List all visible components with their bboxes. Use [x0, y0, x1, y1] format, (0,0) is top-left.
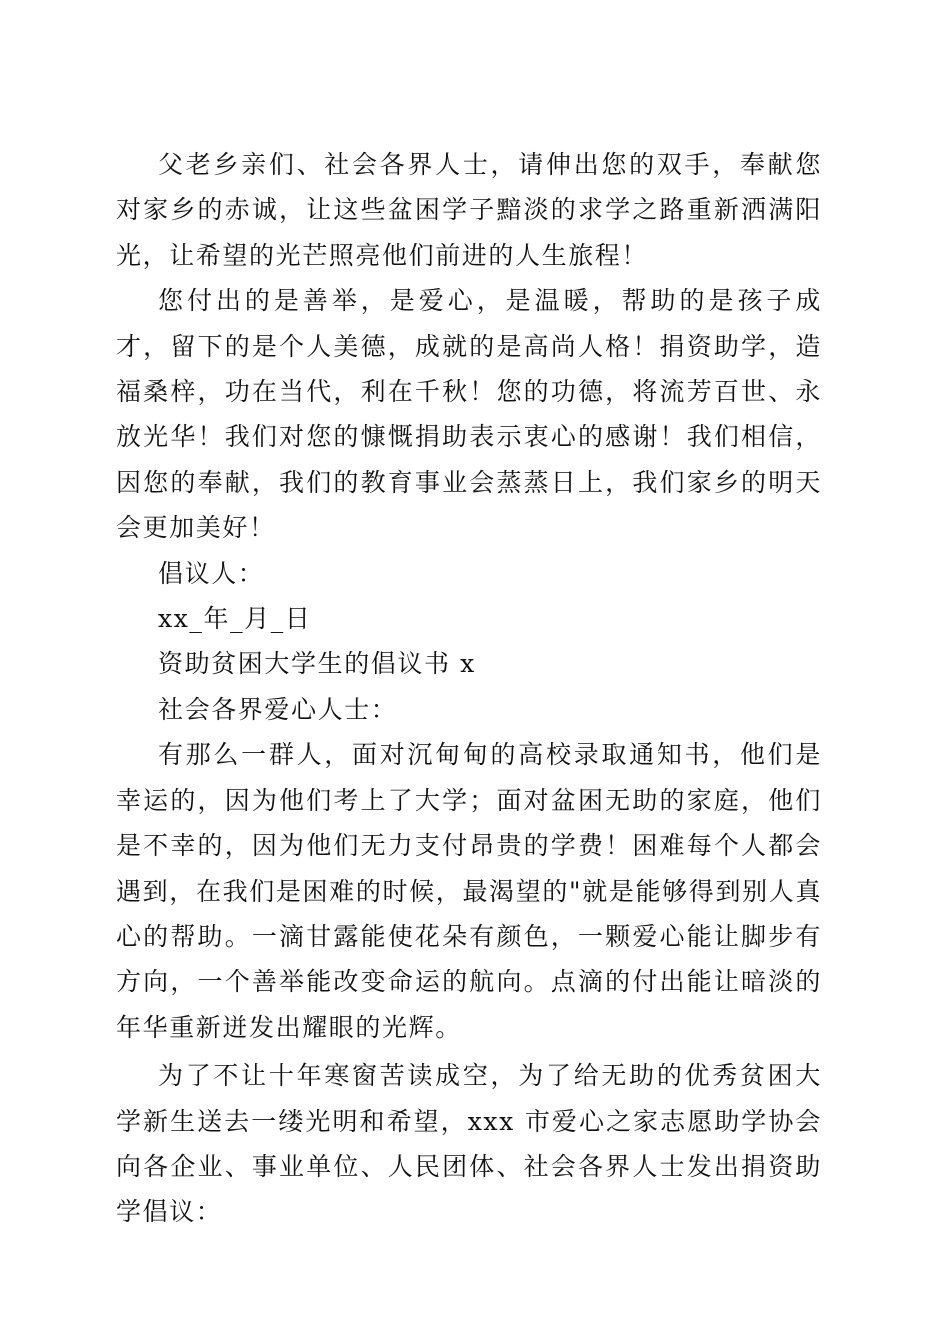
- document-body: [116, 142, 822, 1235]
- date-line: xx_年_月_日: [158, 604, 312, 634]
- paragraph-gratitude: 您付出的是善举，是爱心，是温暖，帮助的是孩子成才，留下的是个人美德，成就的是高尚人格！捐资助学，造福桑梓，功在当代，利在千秋！您的功德，将流芳百世、永放光华！我们对您的慷慨捐助表示衷心的感谢！我们相信，因您的奉献，我们的教育事业会蒸蒸日上，我们家乡的明天会更加美好！: [116, 286, 822, 543]
- paragraph-initiative: 为了不让十年寒窗苦读成空，为了给无助的优秀贫困大学新生送去一缕光明和希望，xxx 市爱心之家志愿助学协会向各企业、事业单位、人民团体、社会各界人士发出捐资助学倡议：: [116, 1061, 822, 1227]
- document-title: 资助贫困大学生的倡议书 x: [158, 649, 476, 679]
- salutation: 社会各界爱心人士：: [158, 694, 398, 724]
- paragraph-situation: 有那么一群人，面对沉甸甸的高校录取通知书，他们是幸运的，因为他们考上了大学；面对盆困无助的家庭，他们是不幸的，因为他们无力支付昂贵的学费！困难每个人都会遇到，在我们是困难的时候，最渴望的"就是能够得到别人真心的帮助。一滴甘露能使花朵有颜色，一颗爱心能让脚步有方向，一个善举能改变命运的航向。点滴的付出能让暗淡的年华重新迸发出耀眼的光辉。: [116, 740, 822, 1042]
- paragraph-appeal: 父老乡亲们、社会各界人士，请伸出您的双手，奉献您对家乡的赤诚，让这些盆困学子黯淡的求学之路重新洒满阳光，让希望的光芒照亮他们前进的人生旅程！: [116, 150, 822, 270]
- initiator-label: 倡议人：: [158, 558, 265, 588]
